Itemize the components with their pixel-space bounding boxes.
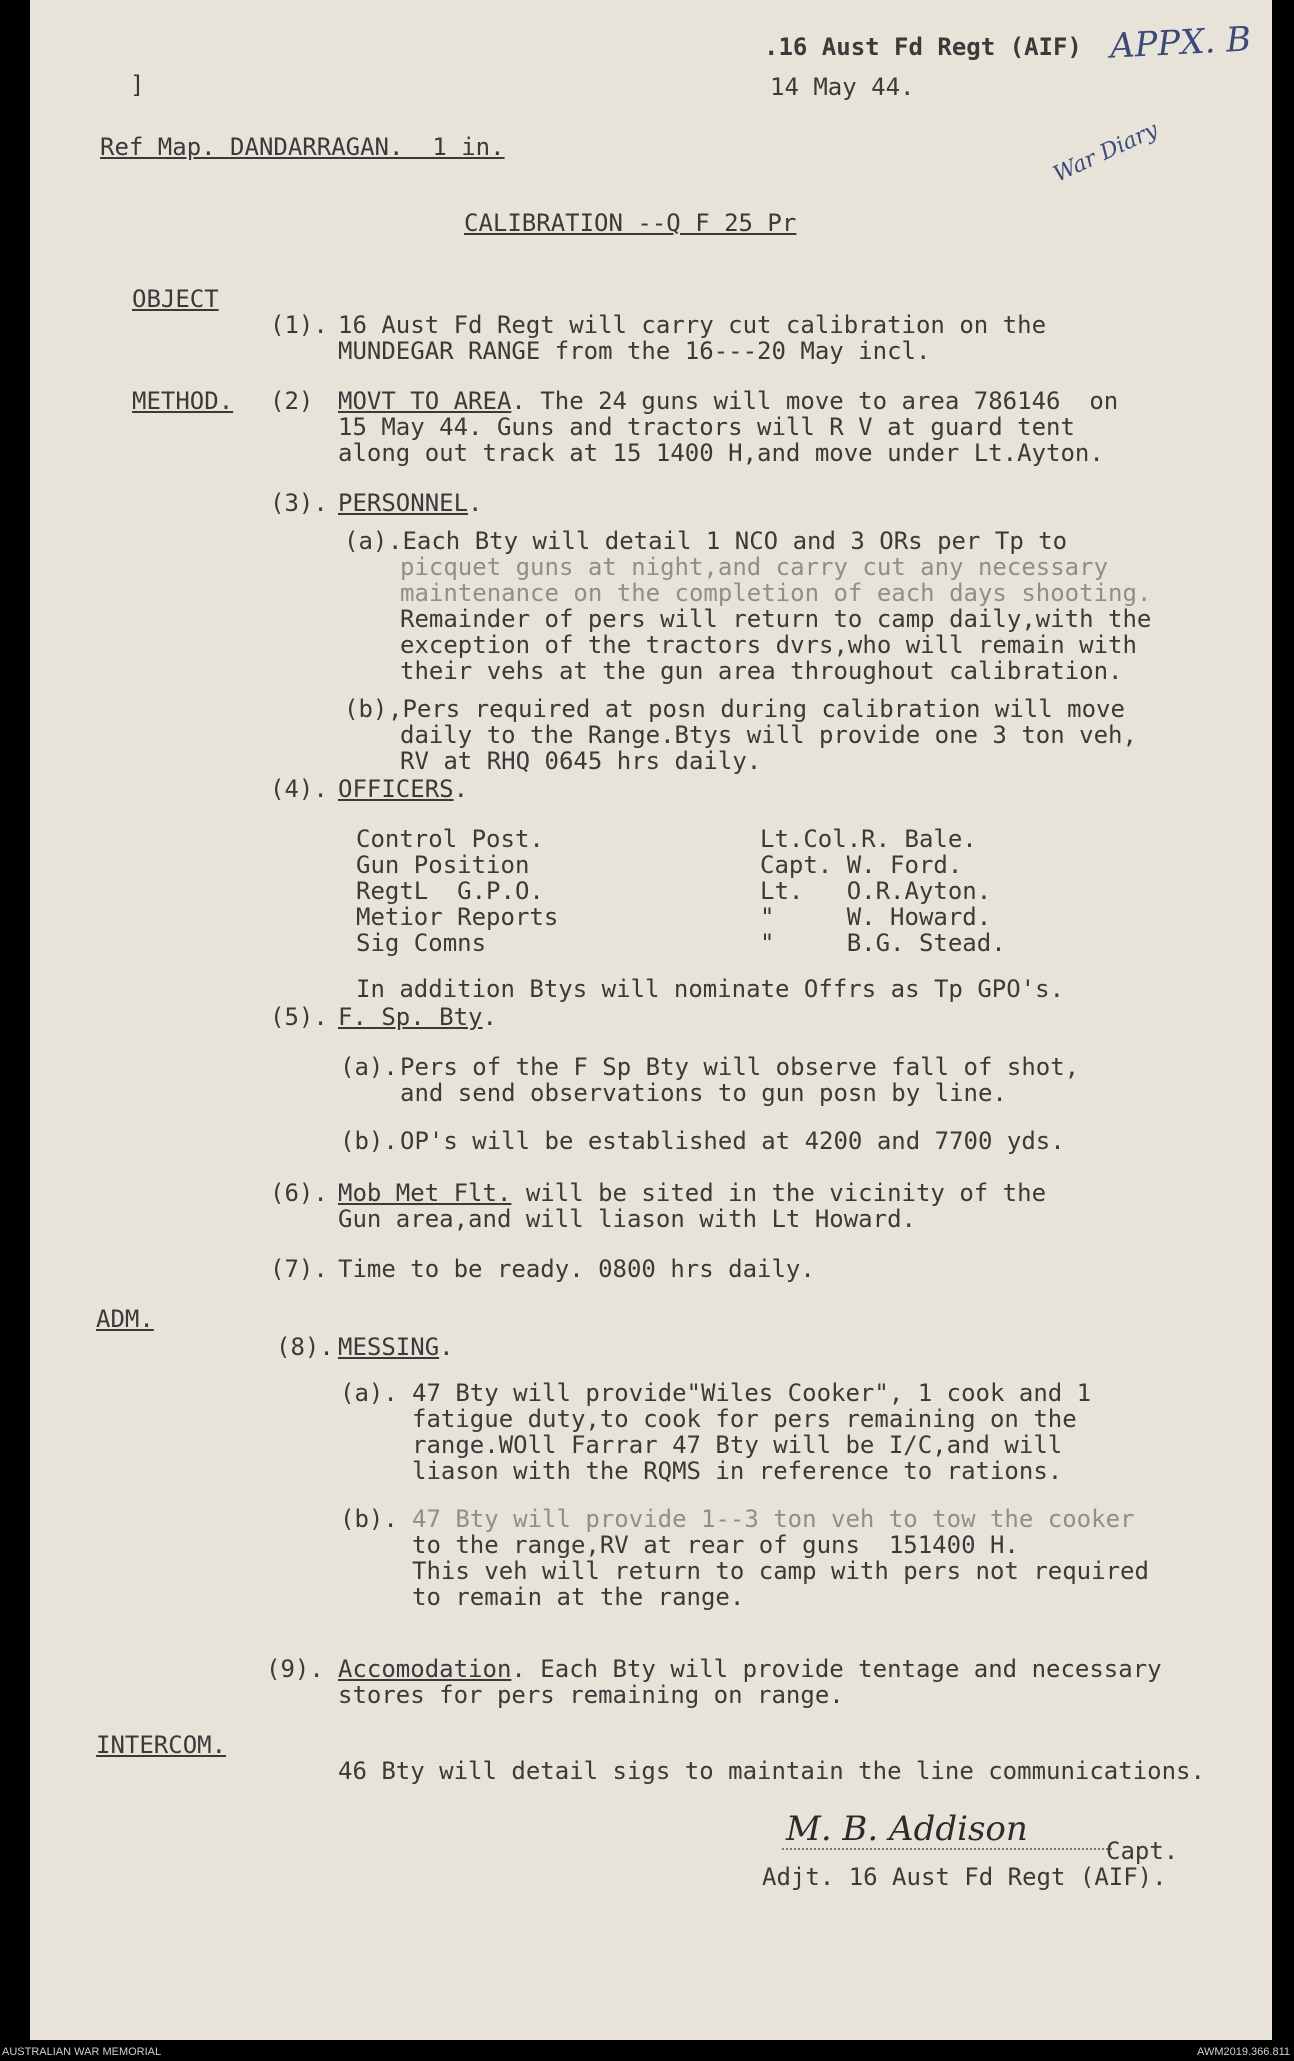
para8b-line: This veh will return to camp with pers not required bbox=[412, 1557, 1149, 1585]
para4-heading-line: OFFICERS. bbox=[338, 775, 469, 803]
ref-map: Ref Map. DANDARRAGAN. 1 in. bbox=[100, 133, 505, 161]
para8a-line: fatigue duty,to cook for pers remaining on the bbox=[412, 1405, 1077, 1433]
para3-heading-line: PERSONNEL. bbox=[338, 489, 483, 517]
para1-number: (1). bbox=[270, 311, 328, 339]
para3a-label: (a) bbox=[344, 527, 388, 555]
para3a-line: Remainder of pers will return to camp daily,with the bbox=[400, 605, 1152, 633]
signature-rank: Capt. bbox=[1106, 1837, 1179, 1865]
para8b-line: 47 Bty will provide 1--3 ton veh to tow the cooker bbox=[412, 1505, 1135, 1533]
unit-heading: .16 Aust Fd Regt (AIF) bbox=[764, 33, 1082, 61]
handwritten-signature: M. B. Addison bbox=[786, 1809, 1028, 1849]
para5-number: (5). bbox=[270, 1003, 328, 1031]
para2-first-line: MOVT TO AREA. The 24 guns will move to area 786146 on bbox=[338, 387, 1119, 415]
officer-role: Metior Reports bbox=[356, 903, 559, 931]
para6-heading: Mob Met Flt. bbox=[338, 1179, 512, 1207]
para8-heading: MESSING bbox=[338, 1333, 440, 1361]
para9-number: (9). bbox=[266, 1655, 324, 1683]
para9-heading: Accomodation bbox=[338, 1655, 512, 1683]
section-intercom: INTERCOM. bbox=[96, 1731, 227, 1759]
appendix-stamp: APPX. B bbox=[1109, 19, 1253, 67]
para3a-line: picquet guns at night,and carry cut any necessary bbox=[400, 553, 1109, 581]
document-title: CALIBRATION --Q F 25 Pr bbox=[464, 209, 797, 237]
section-adm: ADM. bbox=[96, 1305, 154, 1333]
para3a-line: maintenance on the completion of each days shooting. bbox=[400, 579, 1152, 607]
para2-line: 15 May 44. Guns and tractors will R V at guard tent bbox=[338, 413, 1075, 441]
para2-heading: MOVT TO AREA bbox=[338, 387, 512, 415]
para9-first-line: Accomodation. Each Bty will provide tentage and necessary bbox=[338, 1655, 1162, 1683]
para8a-line: range.WOll Farrar 47 Bty will be I/C,and will bbox=[412, 1431, 1063, 1459]
para3b-line: daily to the Range.Btys will provide one 3 ton veh, bbox=[400, 721, 1137, 749]
para5a-label: (a). bbox=[340, 1053, 398, 1081]
para8a-label: (a). bbox=[340, 1379, 398, 1407]
officer-name: Lt. O.R.Ayton. bbox=[760, 877, 992, 905]
para5b-label: (b). bbox=[340, 1127, 398, 1155]
para4-number: (4). bbox=[270, 775, 328, 803]
intercom-text: 46 Bty will detail sigs to maintain the line communications. bbox=[338, 1757, 1205, 1785]
para3b-label: (b) bbox=[344, 695, 388, 723]
para8-heading-line: MESSING. bbox=[338, 1333, 454, 1361]
para5a-line: Pers of the F Sp Bty will observe fall of shot, bbox=[400, 1053, 1080, 1081]
para3a-line: their vehs at the gun area throughout calibration. bbox=[400, 657, 1123, 685]
signature-appointment: Adjt. 16 Aust Fd Regt (AIF). bbox=[762, 1863, 1167, 1891]
para5a-line: and send observations to gun posn by line. bbox=[400, 1079, 1007, 1107]
para6-line: Gun area,and will liason with Lt Howard. bbox=[338, 1205, 916, 1233]
para5-heading: F. Sp. Bty bbox=[338, 1003, 483, 1031]
para6-number: (6). bbox=[270, 1179, 328, 1207]
para3-heading: PERSONNEL bbox=[338, 489, 469, 517]
para1-line: MUNDEGAR RANGE from the 16---20 May incl. bbox=[338, 337, 931, 365]
para3a-line: .Each Bty will detail 1 NCO and 3 ORs per Tp to bbox=[388, 527, 1068, 555]
footer-left: AUSTRALIAN WAR MEMORIAL bbox=[2, 2046, 162, 2058]
section-method: METHOD. bbox=[132, 387, 234, 415]
footer-right: AWM2019.366.811 bbox=[1197, 2046, 1290, 2058]
para2-line: along out track at 15 1400 H,and move under Lt.Ayton. bbox=[338, 439, 1104, 467]
officer-role: Sig Comns bbox=[356, 929, 487, 957]
officer-name: " W. Howard. bbox=[760, 903, 992, 931]
para6-first-line: Mob Met Flt. will be sited in the vicinity of the bbox=[338, 1179, 1047, 1207]
para3b-line: ,Pers required at posn during calibration will move bbox=[388, 695, 1125, 723]
para8b-line: to the range,RV at rear of guns 151400 H. bbox=[412, 1531, 1019, 1559]
para7-number: (7). bbox=[270, 1255, 328, 1283]
section-object: OBJECT bbox=[132, 285, 219, 313]
document-date: 14 May 44. bbox=[770, 73, 915, 101]
officer-name: Capt. W. Ford. bbox=[760, 851, 963, 879]
margin-mark: ] bbox=[130, 71, 145, 99]
signature-line bbox=[782, 1848, 1112, 1850]
officer-role: Control Post. bbox=[356, 825, 544, 853]
para3a-line: exception of the tractors dvrs,who will remain with bbox=[400, 631, 1137, 659]
para4-heading: OFFICERS bbox=[338, 775, 454, 803]
war-diary-note: War Diary bbox=[1049, 117, 1162, 188]
para8b-line: to remain at the range. bbox=[412, 1583, 745, 1611]
para2-number: (2) bbox=[270, 387, 314, 415]
para1-line: 16 Aust Fd Regt will carry cut calibration on the bbox=[338, 311, 1047, 339]
para3-number: (3). bbox=[270, 489, 328, 517]
officer-name: " B.G. Stead. bbox=[760, 929, 1006, 957]
document-page bbox=[30, 0, 1272, 2040]
para9-line: stores for pers remaining on range. bbox=[338, 1681, 844, 1709]
para4-addition: In addition Btys will nominate Offrs as Tp GPO's. bbox=[356, 975, 1065, 1003]
officer-role: RegtL G.P.O. bbox=[356, 877, 544, 905]
officer-name: Lt.Col.R. Bale. bbox=[760, 825, 977, 853]
para8-number: (8). bbox=[276, 1333, 334, 1361]
para3b-line: RV at RHQ 0645 hrs daily. bbox=[400, 747, 762, 775]
para5b-line: OP's will be established at 4200 and 7700 yds. bbox=[400, 1127, 1065, 1155]
para8a-line: liason with the RQMS in reference to rations. bbox=[412, 1457, 1063, 1485]
para5-heading-line: F. Sp. Bty. bbox=[338, 1003, 497, 1031]
para8b-label: (b). bbox=[340, 1505, 398, 1533]
para7-text: Time to be ready. 0800 hrs daily. bbox=[338, 1255, 815, 1283]
officer-role: Gun Position bbox=[356, 851, 530, 879]
para8a-line: 47 Bty will provide"Wiles Cooker", 1 cook and 1 bbox=[412, 1379, 1092, 1407]
